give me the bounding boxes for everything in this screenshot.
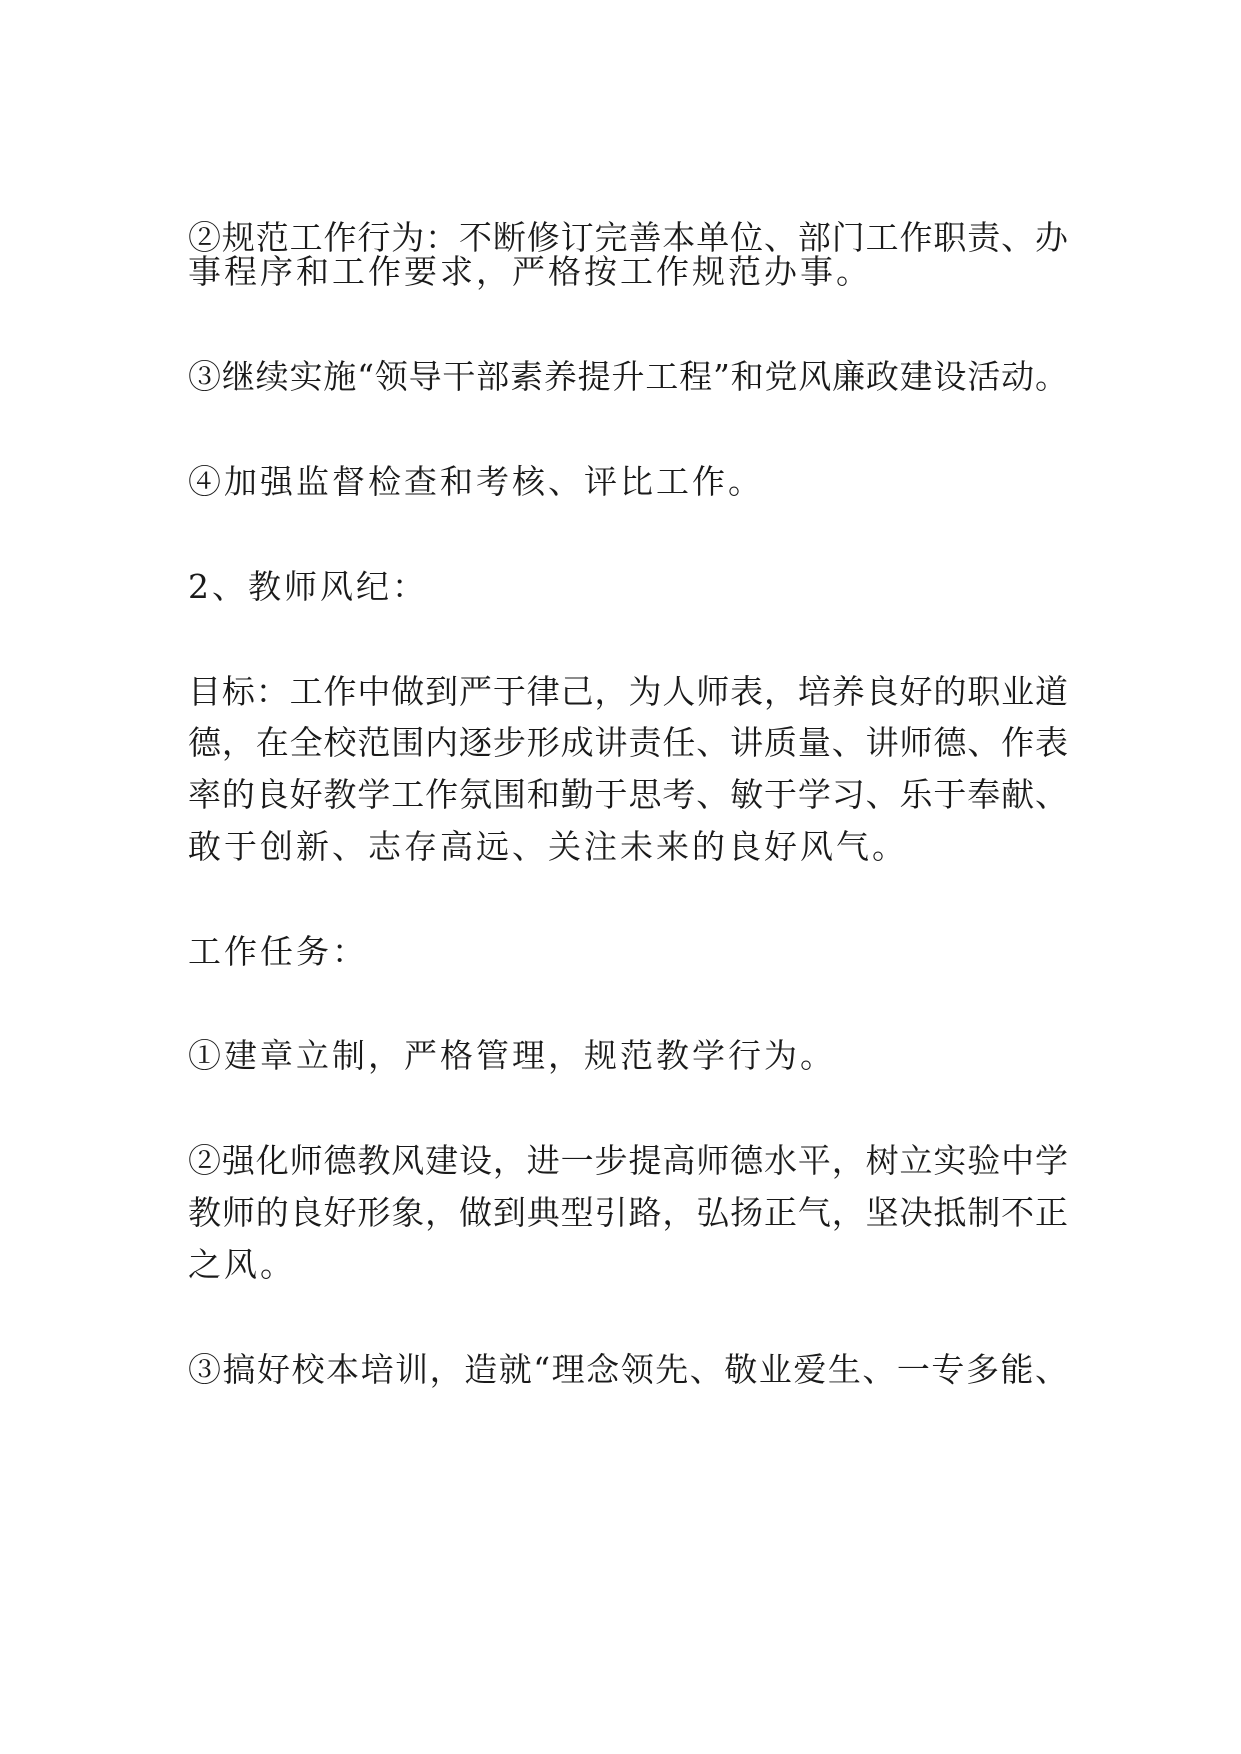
paragraph-6-line-1: 工作任务： [188, 932, 368, 971]
paragraph-5-line-1: 目标：工作中做到严于律己，为人师表，培养良好的职业道 [188, 672, 1068, 711]
paragraph-8-line-3: 之风。 [188, 1245, 296, 1284]
paragraph-5-line-3: 率的良好教学工作氛围和勤于思考、敏于学习、乐于奉献、 [188, 775, 1068, 814]
paragraph-2-line-1: ③继续实施“领导干部素养提升工程”和党风廉政建设活动。 [188, 357, 1068, 396]
section-heading-teacher-discipline: 2、教师风纪： [188, 567, 428, 606]
paragraph-8-line-2: 教师的良好形象，做到典型引路，弘扬正气，坚决抵制不正 [188, 1193, 1068, 1232]
paragraph-1-line-1: ②规范工作行为：不断修订完善本单位、部门工作职责、办 [188, 218, 1068, 257]
paragraph-1-line-2: 事程序和工作要求，严格按工作规范办事。 [188, 252, 872, 291]
paragraph-9-line-1: ③搞好校本培训，造就“理念领先、敬业爱生、一专多能、 [188, 1350, 1068, 1389]
paragraph-8-line-1: ②强化师德教风建设，进一步提高师德水平，树立实验中学 [188, 1141, 1068, 1180]
paragraph-3-line-1: ④加强监督检查和考核、评比工作。 [188, 462, 764, 501]
paragraph-5-line-2: 德，在全校范围内逐步形成讲责任、讲质量、讲师德、作表 [188, 723, 1068, 762]
paragraph-5-line-4: 敢于创新、志存高远、关注未来的良好风气。 [188, 827, 908, 866]
paragraph-7-line-1: ①建章立制，严格管理，规范教学行为。 [188, 1036, 836, 1075]
